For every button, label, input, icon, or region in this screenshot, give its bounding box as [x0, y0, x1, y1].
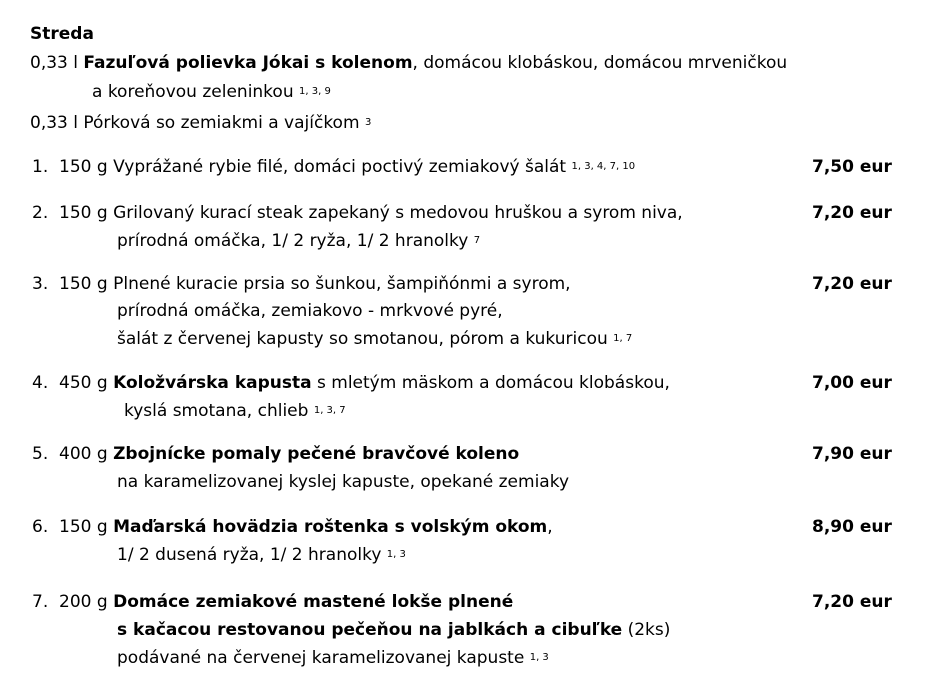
item-weight: 150 g	[59, 157, 108, 177]
item-price: 7,20 eur	[812, 592, 892, 612]
item-6-line2	[117, 545, 406, 565]
item-name: Domáce zemiakové mastené lokše plnené	[113, 592, 514, 612]
item-2-line2	[117, 231, 480, 251]
item-number: 4.	[32, 373, 49, 393]
item-number: 5.	[32, 444, 49, 464]
item-name: Zbojnícke pomaly pečené bravčové koleno	[113, 444, 520, 464]
item-7-line3	[117, 648, 549, 668]
item-price: 7,00 eur	[812, 373, 892, 393]
item-description: na karamelizovanej kyslej kapuste, opekané zemiaky	[117, 472, 570, 492]
menu-item-4	[32, 373, 670, 393]
item-weight: 450 g	[59, 373, 108, 393]
item-number: 3.	[32, 274, 49, 294]
item-weight: 200 g	[59, 592, 108, 612]
item-name: Koložvárska kapusta	[113, 373, 312, 393]
allergens: 1, 3	[529, 652, 549, 663]
menu-item-1	[32, 157, 635, 177]
item-weight: 150 g	[59, 517, 108, 537]
item-price: 7,90 eur	[812, 444, 892, 464]
item-price: 7,20 eur	[812, 203, 892, 223]
item-description: podávané na červenej karamelizovanej kapuste	[117, 648, 525, 668]
soup-amount: 0,33 l	[30, 53, 78, 73]
item-number: 6.	[32, 517, 49, 537]
menu-item-3	[32, 274, 571, 294]
item-3-line2	[117, 301, 503, 321]
item-description: šalát z červenej kapusty so smotanou, pórom a kukuricou	[117, 329, 608, 349]
item-description: Grilovaný kurací steak zapekaný s medovou hruškou a syrom niva,	[113, 203, 683, 223]
item-5-line2	[117, 472, 569, 492]
item-description: prírodná omáčka, 1/ 2 ryža, 1/ 2 hranolky	[117, 231, 469, 251]
item-number: 7.	[32, 592, 49, 612]
item-price: 8,90 eur	[812, 517, 892, 537]
soup-name: Fazuľová polievka Jókai s kolenom	[83, 53, 413, 73]
item-description: s mletým mäskom a domácou klobáskou,	[311, 373, 670, 393]
item-description: ,	[547, 517, 553, 537]
allergens: 1, 3, 4, 7, 10	[571, 161, 636, 172]
soup-name: Pórková so zemiakmi a vajíčkom	[83, 113, 360, 133]
item-3-line3	[117, 329, 632, 349]
item-description: Vyprážané rybie filé, domáci poctivý zemiakový šalát	[113, 157, 567, 177]
item-description: prírodná omáčka, zemiakovo - mrkvové pyré,	[117, 301, 503, 321]
allergens: 3	[364, 117, 372, 128]
item-number: 2.	[32, 203, 49, 223]
item-weight: 150 g	[59, 203, 108, 223]
item-weight: 400 g	[59, 444, 108, 464]
soup-amount: 0,33 l	[30, 113, 78, 133]
item-weight: 150 g	[59, 274, 108, 294]
item-description: 1/ 2 dusená ryža, 1/ 2 hranolky	[117, 545, 382, 565]
menu-item-2	[32, 203, 683, 223]
soup-1-line2	[92, 82, 331, 102]
item-4-line2	[124, 401, 346, 421]
menu-item-5	[32, 444, 519, 464]
item-description: (2ks)	[622, 620, 671, 640]
item-number: 1.	[32, 157, 49, 177]
menu-item-6	[32, 517, 553, 537]
item-price: 7,20 eur	[812, 274, 892, 294]
soup-1	[30, 53, 787, 73]
item-description: kyslá smotana, chlieb	[124, 401, 309, 421]
soup-desc: , domácou klobáskou, domácou mrveničkou	[412, 53, 788, 73]
menu-item-7	[32, 592, 513, 612]
soup-2	[30, 113, 371, 133]
item-price: 7,50 eur	[812, 157, 892, 177]
allergens: 1, 3, 9	[299, 86, 331, 97]
item-name: Maďarská hovädzia roštenka s volským okom	[113, 517, 548, 537]
item-7-line2	[117, 620, 670, 640]
allergens: 1, 3, 7	[313, 405, 346, 416]
allergens: 1, 7	[613, 333, 633, 344]
item-description: Plnené kuracie prsia so šunkou, šampiňónmi a syrom,	[113, 274, 571, 294]
allergens: 7	[473, 235, 481, 246]
item-name: s kačacou restovanou pečeňou na jablkách a cibuľke	[117, 620, 623, 640]
soup-desc2: a koreňovou zeleninkou	[92, 82, 294, 102]
allergens: 1, 3	[386, 549, 406, 560]
menu-day-title: Streda	[30, 24, 94, 44]
